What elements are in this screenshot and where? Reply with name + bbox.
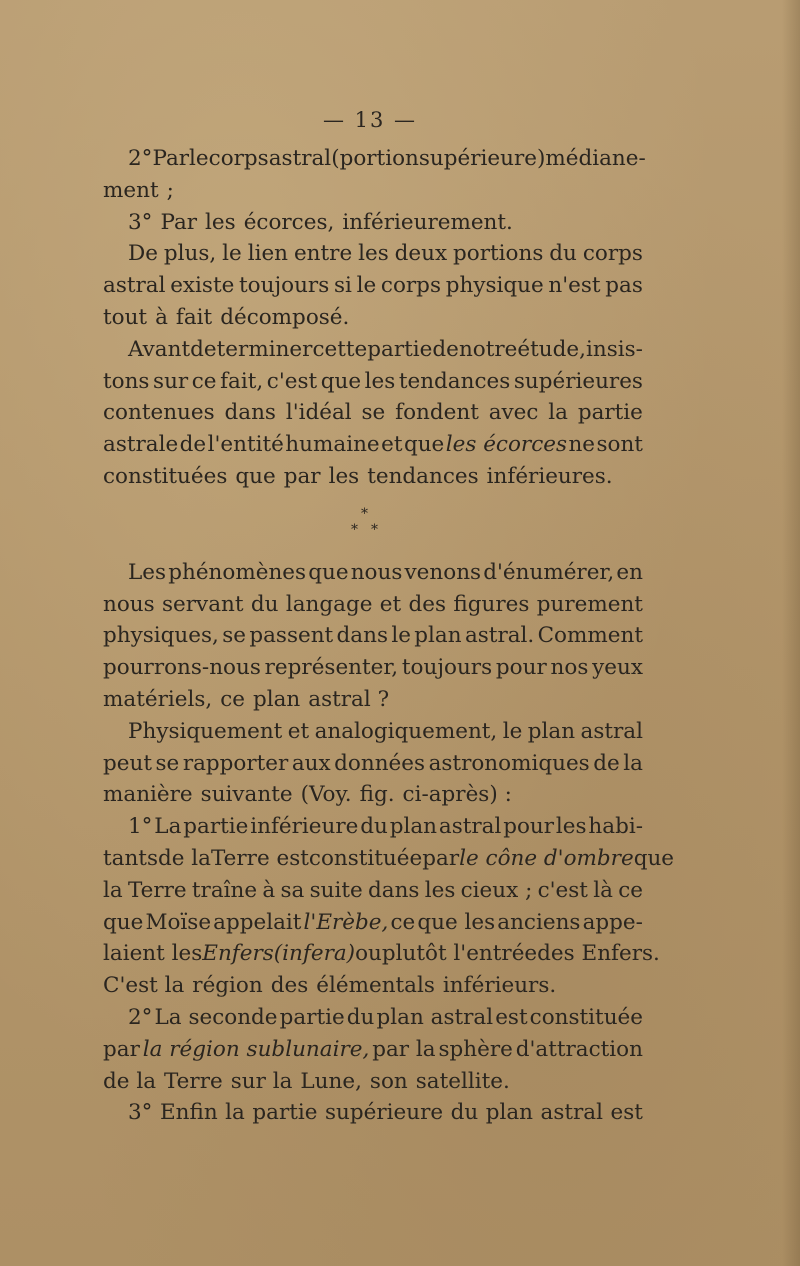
text-line	[103, 302, 643, 334]
text-word: est	[610, 1100, 643, 1126]
text-line	[103, 620, 643, 652]
text-word: plus,	[163, 241, 217, 267]
page-edge-shadow	[782, 0, 800, 1266]
text-word: La seconde	[154, 1004, 278, 1030]
text-word: (Voy.	[300, 782, 352, 808]
text-word: Physiquement	[128, 718, 283, 744]
text-line	[103, 652, 643, 684]
text-word: là	[593, 877, 613, 903]
text-word: fait	[175, 304, 213, 330]
text-word: sont	[596, 432, 643, 458]
text-word: supérieures	[513, 368, 643, 394]
text-word: nous	[103, 591, 155, 617]
text-word: existe	[170, 273, 235, 299]
text-word: des Enfers.	[537, 941, 660, 967]
text-word: constituées	[103, 463, 228, 489]
text-word: 3°	[128, 1100, 153, 1126]
text-word: le	[502, 718, 523, 744]
text-word: yeux	[592, 655, 643, 681]
text-word: dans	[367, 877, 420, 903]
text-word: pour	[495, 655, 547, 681]
text-line	[103, 875, 643, 907]
text-line	[103, 397, 643, 429]
text-word: décomposé.	[220, 304, 350, 330]
text-word: que	[633, 845, 675, 871]
text-word: humaine	[285, 432, 380, 458]
text-word: figures	[453, 591, 530, 617]
text-word: son	[369, 1068, 408, 1094]
text-word: laient les	[103, 941, 203, 967]
text-word: toujours	[401, 655, 493, 681]
text-word: Moïse	[145, 909, 212, 935]
text-word: représenter,	[264, 655, 399, 681]
text-word: les écorces	[445, 432, 567, 458]
text-word: venons	[404, 559, 482, 585]
text-word: si	[333, 273, 352, 299]
text-word: Terre est	[211, 845, 309, 871]
text-word: astral	[580, 718, 643, 744]
text-word: appe-	[582, 909, 643, 935]
text-word: que les	[417, 909, 496, 935]
text-word: La	[154, 814, 182, 840]
paragraphs-after-asterism	[103, 557, 675, 1129]
text-word: du	[250, 591, 279, 617]
text-word: se	[361, 400, 386, 426]
text-line	[103, 175, 643, 207]
text-word: ;	[166, 177, 174, 203]
text-word: pour	[503, 814, 555, 840]
text-word: que	[308, 559, 349, 585]
text-word: les	[328, 463, 360, 489]
text-word: plutôt l'entrée	[381, 941, 538, 967]
text-word: astronomiques	[428, 750, 590, 776]
text-word: ce	[618, 877, 643, 903]
text-word: inférieure	[250, 814, 359, 840]
text-word: rapporter	[182, 750, 289, 776]
text-word: 1°	[128, 814, 153, 840]
text-word: physiques,	[103, 623, 219, 649]
text-word: corps	[380, 273, 441, 299]
text-word: sphère	[438, 1036, 513, 1062]
text-word: partie	[183, 814, 249, 840]
text-line	[103, 1002, 643, 1034]
text-line	[103, 684, 643, 716]
text-word: purement	[536, 591, 643, 617]
text-word: cieux ;	[460, 877, 533, 903]
text-word: Par	[160, 209, 198, 235]
text-word: tendances	[367, 463, 479, 489]
text-line	[103, 207, 643, 239]
text-word: corps	[208, 146, 269, 171]
text-line	[103, 779, 643, 811]
text-word: matériels,	[103, 686, 213, 712]
text-word: avec	[488, 400, 539, 426]
text-word: en	[616, 559, 643, 585]
text-word: de la	[157, 845, 211, 871]
text-word: nos	[550, 655, 589, 681]
text-word: la région sublunaire,	[142, 1036, 370, 1062]
text-word: 2°	[128, 146, 153, 171]
text-word: à	[155, 304, 168, 330]
text-word: par	[283, 463, 321, 489]
text-word: n'est	[548, 273, 601, 299]
text-word: d'attraction	[515, 1036, 643, 1062]
text-word: tendances	[398, 368, 511, 394]
text-word: passent	[249, 623, 334, 649]
text-word: dans	[224, 400, 276, 426]
text-word: et	[379, 591, 402, 617]
text-word: partie	[279, 1004, 345, 1030]
text-word: de	[190, 336, 217, 362]
text-word: et	[381, 432, 403, 458]
text-word: sur	[153, 368, 189, 394]
text-word: plan	[414, 623, 462, 649]
text-word: Enfers	[202, 941, 274, 967]
text-word: le	[356, 273, 377, 299]
text-word: 3°	[128, 209, 153, 235]
text-word: phénomènes	[168, 559, 307, 585]
text-word: peut	[103, 750, 152, 776]
text-word: deux	[394, 241, 448, 267]
text-line	[103, 334, 643, 366]
text-word: plan astral	[376, 1004, 494, 1030]
text-word: analogiquement,	[314, 718, 498, 744]
text-word: dans	[336, 623, 388, 649]
text-word: que	[403, 432, 445, 458]
text-line	[103, 938, 660, 970]
text-word: satellite.	[415, 1068, 510, 1094]
text-word: de	[179, 432, 207, 458]
text-word: lien	[247, 241, 289, 267]
text-line	[103, 843, 675, 875]
text-word: Terre	[127, 877, 187, 903]
text-word: plan	[252, 686, 301, 712]
text-word: de	[432, 336, 459, 362]
asterism-star: *	[371, 521, 378, 538]
text-word: ce	[191, 368, 217, 394]
text-word: l'idéal	[285, 400, 352, 426]
text-word: sur la	[230, 1068, 293, 1094]
text-word: terminer	[216, 336, 313, 362]
text-word: fait,	[220, 368, 264, 394]
text-word: appelait	[213, 909, 302, 935]
text-word: que	[320, 368, 362, 394]
text-word: Terre	[164, 1068, 223, 1094]
text-word: le cône d'ombre	[459, 845, 634, 871]
text-word: astral	[103, 273, 166, 299]
text-line	[103, 1066, 643, 1098]
text-word: inférieurement.	[342, 209, 513, 235]
text-word: Avant	[128, 336, 191, 362]
text-word: c'est	[266, 368, 318, 394]
text-word: suite	[309, 877, 363, 903]
text-word: tout	[103, 304, 148, 330]
text-line	[103, 366, 643, 398]
text-word: c'est	[537, 877, 588, 903]
text-word: l'Erèbe,	[303, 909, 389, 935]
text-word: cette	[312, 336, 368, 362]
text-line	[103, 970, 643, 1002]
text-word: astral	[268, 146, 332, 171]
text-word: élémentals	[316, 973, 435, 999]
text-word: servant	[162, 591, 244, 617]
text-word: astral	[438, 814, 502, 840]
text-word: région	[192, 973, 263, 999]
text-word: astrale	[103, 432, 179, 458]
text-word: langage	[285, 591, 373, 617]
text-word: du	[360, 814, 388, 840]
text-word: anciens	[497, 909, 581, 935]
text-word: du	[450, 1100, 479, 1126]
text-line	[103, 238, 643, 270]
text-line	[103, 748, 643, 780]
text-word: De	[128, 241, 158, 267]
text-word: que	[103, 909, 144, 935]
text-word: des	[270, 973, 309, 999]
text-line	[103, 716, 643, 748]
text-word: les	[424, 877, 456, 903]
text-word: du	[346, 1004, 375, 1030]
text-word: sa	[280, 877, 305, 903]
text-word: ne	[568, 432, 596, 458]
text-line	[103, 811, 643, 843]
text-word: constituée	[529, 1004, 643, 1030]
text-word: supérieure)	[418, 146, 546, 171]
text-word: et	[287, 718, 310, 744]
text-word: contenues	[103, 400, 215, 426]
text-word: astral ?	[308, 686, 390, 712]
text-word: fig.	[359, 782, 395, 808]
text-word: (portion	[331, 146, 419, 171]
text-word: Les	[128, 559, 167, 585]
text-word: les	[358, 241, 389, 267]
text-line	[103, 907, 643, 939]
text-word: inférieurs.	[442, 973, 557, 999]
text-word: étude,	[517, 336, 586, 362]
text-word: inférieures.	[486, 463, 613, 489]
text-word: partie	[577, 400, 643, 426]
text-word: par	[422, 845, 460, 871]
text-word: du	[549, 241, 577, 267]
text-line	[103, 270, 643, 302]
text-word: supérieure	[324, 1100, 444, 1126]
text-word: habi-	[588, 814, 643, 840]
asterism-separator	[103, 493, 643, 557]
text-word: se	[222, 623, 246, 649]
text-word: plan	[527, 718, 576, 744]
text-word: plan	[389, 814, 438, 840]
text-word: toujours	[239, 273, 330, 299]
text-word: Par	[152, 146, 190, 171]
text-word: de	[593, 750, 620, 776]
text-word: constituée	[308, 845, 423, 871]
text-word: les	[555, 814, 587, 840]
text-line	[103, 461, 643, 493]
text-word: 2°	[128, 1004, 153, 1030]
text-line	[103, 143, 646, 175]
text-word: traîne	[191, 877, 258, 903]
text-word: corps	[582, 241, 643, 267]
text-word: ce	[220, 686, 245, 712]
text-word: le	[189, 146, 209, 171]
text-word: par la	[372, 1036, 436, 1062]
text-word: le	[391, 623, 411, 649]
text-word: les	[205, 209, 236, 235]
text-word: Enfin	[159, 1100, 218, 1126]
text-word: de la	[103, 1068, 157, 1094]
text-word: médiane-	[545, 146, 646, 171]
page-number: — 13 —	[322, 108, 418, 132]
text-word: par	[103, 1036, 140, 1062]
text-word: physique	[445, 273, 544, 299]
text-word: est	[495, 1004, 528, 1030]
text-word: entre	[293, 241, 353, 267]
asterism-star: *	[351, 521, 358, 538]
text-word: Comment	[537, 623, 643, 649]
text-word: les	[364, 368, 396, 394]
text-word: pas	[605, 273, 643, 299]
asterism-star: *	[361, 505, 368, 522]
text-word: tants	[103, 845, 158, 871]
text-word: nous	[350, 559, 403, 585]
text-word: données	[334, 750, 426, 776]
text-word: astral	[540, 1100, 603, 1126]
text-word: ci-après) :	[402, 782, 512, 808]
text-line	[103, 1034, 643, 1066]
text-word: partie	[252, 1100, 318, 1126]
text-word: ce	[390, 909, 416, 935]
text-word: écorces,	[243, 209, 335, 235]
text-word: se	[155, 750, 180, 776]
text-word: la	[623, 750, 643, 776]
paragraphs-before-asterism	[103, 143, 646, 493]
page-body-text	[103, 143, 675, 1129]
text-word: l'entité	[207, 432, 284, 458]
text-word: la	[225, 1100, 245, 1126]
text-word: fondent	[395, 400, 479, 426]
text-word: Lune,	[300, 1068, 362, 1094]
text-word: la	[103, 877, 123, 903]
text-line	[103, 429, 643, 461]
text-word: aux	[291, 750, 331, 776]
text-word: insis-	[585, 336, 643, 362]
text-word: partie	[367, 336, 433, 362]
text-word: que	[235, 463, 276, 489]
text-word: manière	[103, 782, 193, 808]
text-word: notre	[458, 336, 518, 362]
text-word: des	[408, 591, 447, 617]
text-line	[103, 1097, 643, 1129]
text-word: à	[262, 877, 276, 903]
text-word: la	[548, 400, 568, 426]
text-word: plan	[485, 1100, 534, 1126]
text-word: astral.	[464, 623, 535, 649]
text-word: suivante	[200, 782, 293, 808]
text-word: d'énumérer,	[483, 559, 615, 585]
text-word: tons	[103, 368, 150, 394]
text-word: ou	[355, 941, 382, 967]
text-word: le	[222, 241, 242, 267]
text-word: ment	[103, 177, 159, 203]
text-word: C'est la	[103, 973, 185, 999]
text-word: portions	[453, 241, 544, 267]
text-line	[103, 557, 643, 589]
text-word: (infera)	[273, 941, 356, 967]
text-line	[103, 589, 643, 621]
text-word: pourrons-nous	[103, 655, 261, 681]
